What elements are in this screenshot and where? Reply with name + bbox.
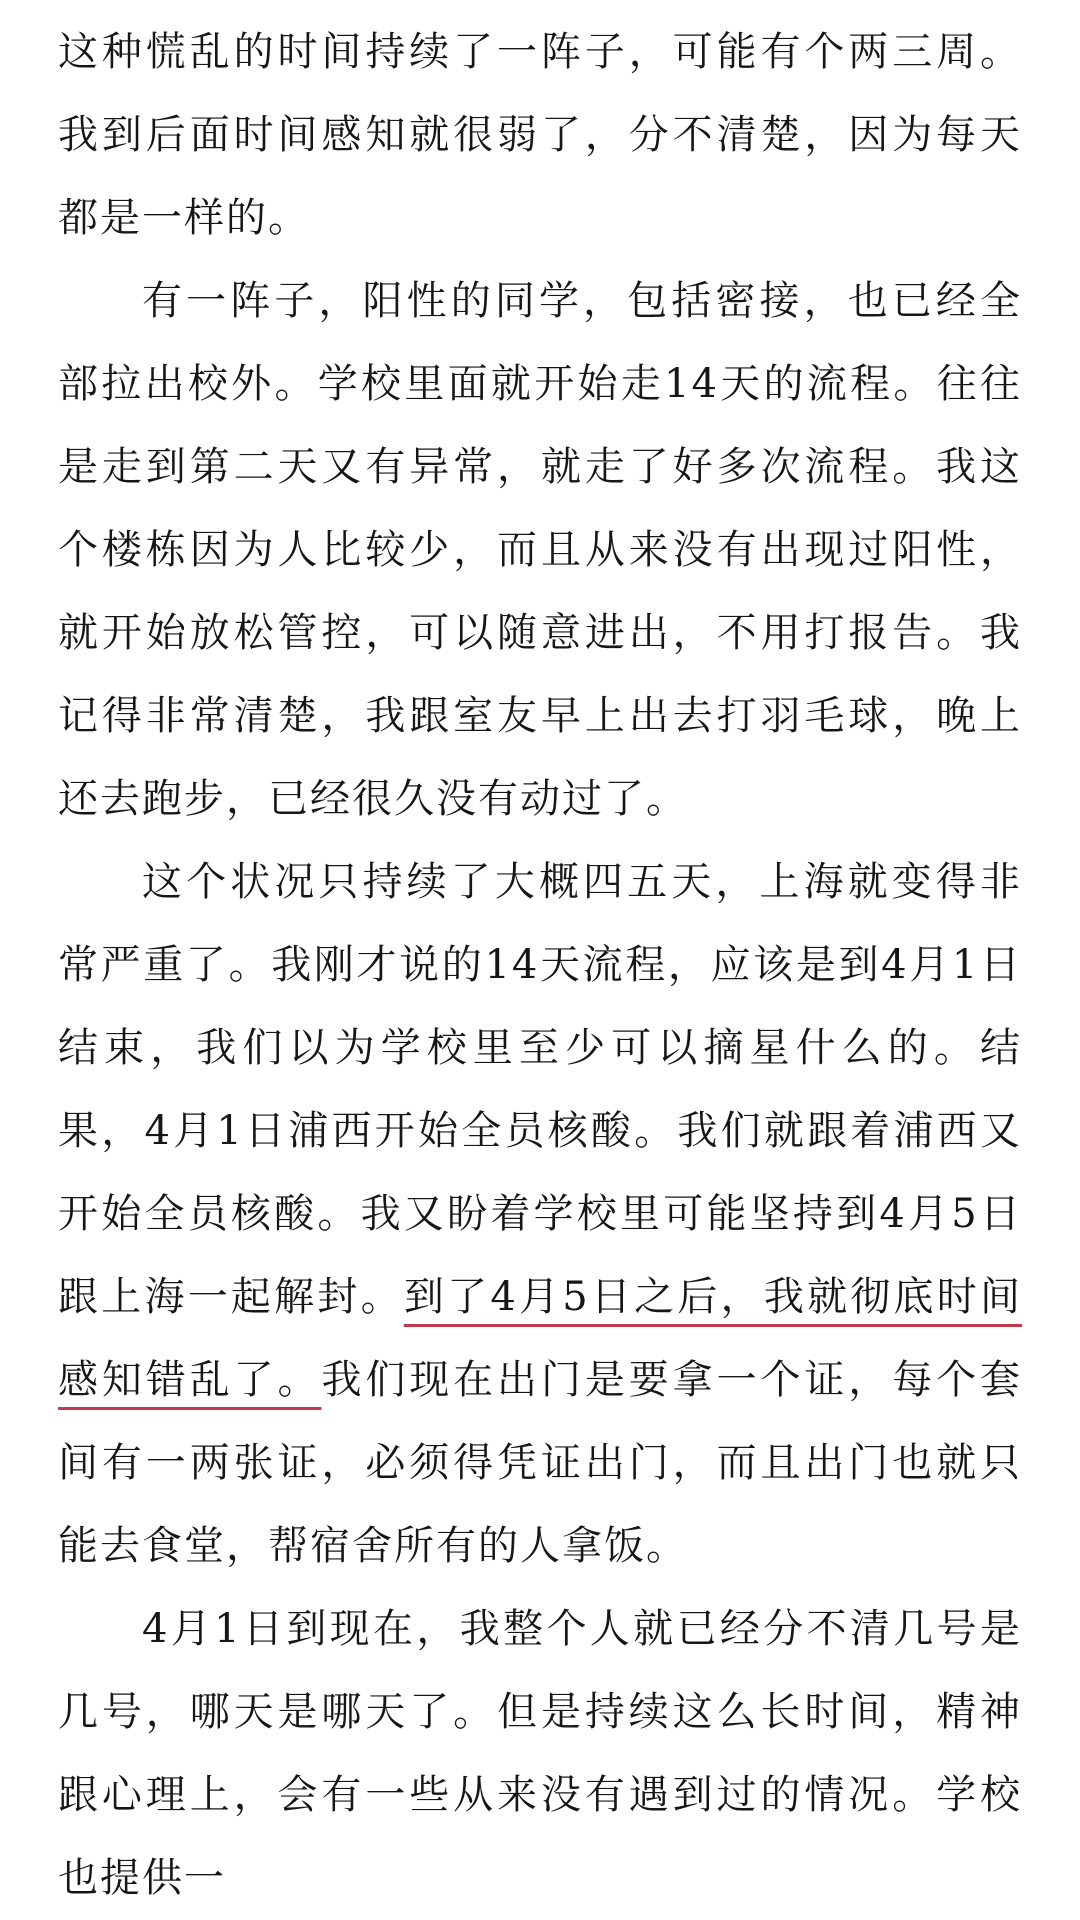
paragraph-after-positive-cases: 有一阵子，阳性的同学，包括密接，也已经全部拉出校外。学校里面就开始走14天的流程。往往是走到第二天又有异常，就走了好多次流程。我这个楼栋因为人比较少，而且从来没有出现过阳性，就开始放松管控，可以随意进出，不用打报告。我记得非常清楚，我跟室友早上出去打羽毛球，晚上还去跑步，已经很久没有动过了。 xyxy=(58,278,1022,822)
document-page xyxy=(58,0,1023,1901)
paragraph-continued: 这种慌乱的时间持续了一阵子，可能有个两三周。我到后面时间感知就很弱了，分不清楚，因为每天都是一样的。 xyxy=(58,29,1022,241)
highlighted-sentence: 到了4月5日之后，我就彻底时间感知错乱了。 xyxy=(58,1274,1022,1403)
paragraph-text-after-highlight: 我们现在出门是要拿一个证，每个套间有一两张证，必须得凭证出门，而且出门也就只能去食堂，帮宿舍所有的人拿饭。 xyxy=(58,1357,1023,1569)
paragraph-time-confusion: 4月1日到现在，我整个人就已经分不清几号是几号，哪天是哪天了。但是持续这么长时间，精神跟心理上，会有一些从来没有遇到过的情况。学校也提供一 xyxy=(58,1606,1022,1901)
paragraph-shanghai-lockdown xyxy=(58,841,1022,1588)
paragraph-text-before-highlight: 这个状况只持续了大概四五天，上海就变得非常严重了。我刚才说的14天流程，应该是到4月1日结束，我们以为学校里至少可以摘星什么的。结果，4月1日浦西开始全员核酸。我们就跟着浦西又开始全员核酸。我又盼着学校里可能坚持到4月5日跟上海一起解封。 xyxy=(58,859,1022,1320)
